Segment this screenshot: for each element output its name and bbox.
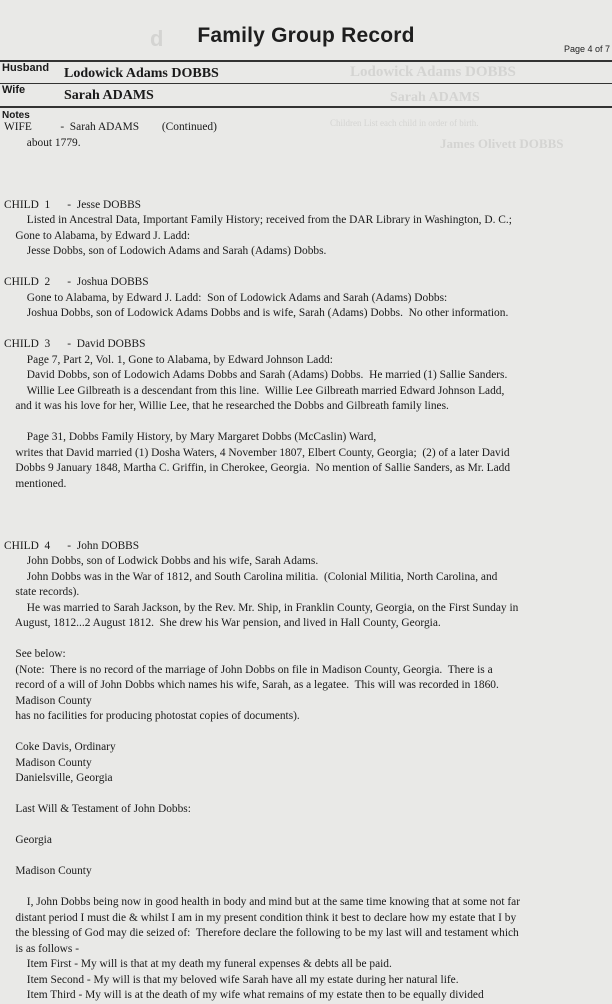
note-line: Danielsville, Georgia (4, 772, 113, 784)
note-line: Item First - My will is that at my death my funeral expenses & debts all be paid. (4, 958, 392, 970)
note-line: David Dobbs, son of Lodowich Adams Dobbs and Sarah (Adams) Dobbs. He married (1) Sallie Sanders. (4, 369, 508, 381)
blank-line (4, 322, 608, 338)
blank-line (4, 523, 608, 539)
blank-line (4, 508, 608, 524)
note-line: John Dobbs, son of Lodwick Dobbs and his wife, Sarah Adams. (4, 555, 319, 567)
note-line: Last Will & Testament of John Dobbs: (4, 803, 191, 815)
note-line: Willie Lee Gilbreath is a descendant from this line. Willie Lee Gilbreath married Edward Johnson Ladd, (4, 384, 505, 397)
note-line: Madison County (4, 865, 92, 877)
note-line: about 1779. (4, 136, 81, 149)
note-line: Jesse Dobbs, son of Lodowich Adams and Sarah (Adams) Dobbs. (4, 245, 327, 257)
note-line: Page 7, Part 2, Vol. 1, Gone to Alabama, by Edward Johnson Ladd: (4, 353, 333, 366)
blank-line (4, 787, 608, 803)
note-line: CHILD 4 - John DOBBS (4, 539, 140, 552)
note-line: Coke Davis, Ordinary (4, 741, 116, 753)
blank-line (4, 182, 608, 198)
note-line: mentioned. (4, 477, 67, 490)
page-number: Page 4 of 7 (563, 44, 610, 54)
wife-label: Wife (2, 84, 26, 96)
blank-line (4, 167, 608, 183)
note-line: CHILD 2 - Joshua DOBBS (4, 276, 149, 288)
note-line: state records). (4, 586, 80, 598)
note-line: Listed in Ancestral Data, Important Family History; received from the DAR Library in Washington, D. C.; (4, 214, 512, 226)
blank-line (4, 151, 608, 167)
note-line: the blessing of God may die seized of: Therefore declare the following to be my last will and testament which (4, 927, 519, 939)
note-line: Page 31, Dobbs Family History, by Mary Margaret Dobbs (McCaslin) Ward, (4, 431, 377, 443)
note-line: WIFE - Sarah ADAMS (Continued) (4, 121, 217, 133)
note-line: and it was his love for her, Willie Lee, that he researched the Dobbs and Gilbreath family lines. (4, 400, 449, 412)
note-line: record of a will of John Dobbs which names his wife, Sarah, as a legatee. This will was recorded in 1860. (4, 679, 499, 691)
note-line: I, John Dobbs being now in good health in body and mind but at the same time knowing that at some not far (4, 896, 520, 908)
blank-line (4, 632, 608, 648)
blank-line (4, 818, 608, 834)
divider-husband (0, 83, 612, 84)
divider-top (0, 60, 612, 62)
note-line: distant period I must die & whilst I am in my present condition think it best to declare how my estate that I by (4, 911, 517, 924)
page-title: Family Group Record (197, 24, 415, 47)
note-line: CHILD 1 - Jesse DOBBS (4, 198, 142, 211)
note-line: Gone to Alabama, by Edward J. Ladd: (4, 229, 191, 242)
blank-line (4, 260, 608, 276)
note-line: Madison County (4, 756, 92, 769)
note-line: John Dobbs was in the War of 1812, and South Carolina militia. (Colonial Militia, North Carolina, and (4, 570, 498, 583)
note-line: is as follows - (4, 942, 79, 955)
notes-body (4, 120, 608, 1004)
wife-name: Sarah ADAMS (64, 88, 154, 103)
note-line: August, 1812...2 August 1812. She drew his War pension, and lived in Hall County, Georgia. (4, 617, 441, 629)
divider-wife (0, 106, 612, 108)
blank-line (4, 880, 608, 896)
husband-name: Lodowick Adams DOBBS (64, 66, 219, 81)
note-line: writes that David married (1) Dosha Waters, 4 November 1807, Elbert County, Georgia; (2) of a later David (4, 446, 510, 459)
note-line: Item Third - My will is at the death of my wife what remains of my estate then to be equally divided (4, 989, 484, 1001)
note-line: Madison County (4, 694, 92, 707)
note-line: He was married to Sarah Jackson, by the Rev. Mr. Ship, in Franklin County, Georgia, on the First Sunday in (4, 601, 519, 614)
note-line: Item Second - My will is that my beloved wife Sarah have all my estate during her natural life. (4, 973, 459, 986)
notes-label: Notes (2, 110, 30, 121)
husband-label: Husband (2, 62, 50, 74)
blank-line (4, 849, 608, 865)
note-line: CHILD 3 - David DOBBS (4, 338, 146, 350)
note-line: has no facilities for producing photostat copies of documents). (4, 710, 300, 722)
note-line: See below: (4, 648, 66, 660)
note-line: Dobbs 9 January 1848, Martha C. Griffin, in Cherokee, Georgia. No mention of Sallie Sanders, as Mr. Ladd (4, 462, 511, 474)
blank-line (4, 492, 608, 508)
note-line: (Note: There is no record of the marriage of John Dobbs on file in Madison County, Georgia. There is a (4, 663, 493, 676)
note-line: Joshua Dobbs, son of Lodowick Adams Dobbs and is wife, Sarah (Adams) Dobbs. No other information. (4, 307, 509, 319)
note-line: Gone to Alabama, by Edward J. Ladd: Son of Lodowick Adams and Sarah (Adams) Dobbs: (4, 291, 448, 304)
blank-line (4, 725, 608, 741)
note-line: Georgia (4, 834, 52, 846)
blank-line (4, 415, 608, 431)
